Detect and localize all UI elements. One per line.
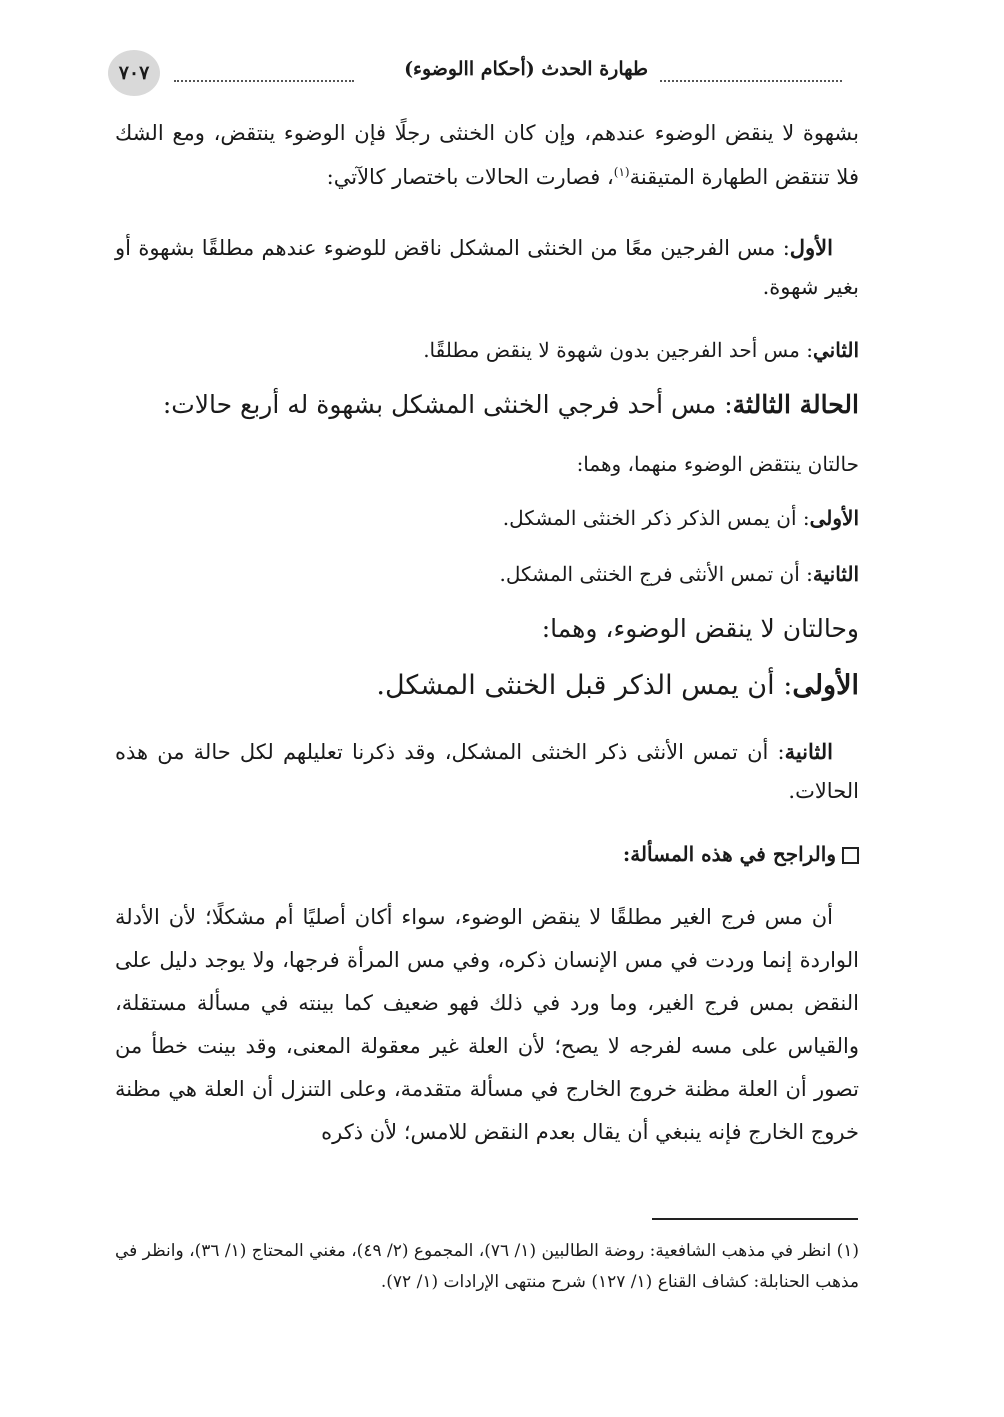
intro-paragraph — [115, 114, 859, 197]
heading-text: والراجح في هذه المسألة: — [622, 842, 836, 866]
footnote: (١) انظر في مذهب الشافعية: روضة الطالبين (١/ ٧٦)، المجموع (٢/ ٤٩)، مغني المحتاج (١/ ٣٦)، وانظر في مذهب الحنابلة: كشاف القناع (١/ ١٢٧) شرح منتهى الإرادات (١/ ٧٢). — [114, 1241, 859, 1292]
case-third-line — [163, 390, 859, 419]
header-dotted-rule — [660, 80, 842, 82]
two-cases-invalidate: حالتان ينتقض الوضوء منهما، وهما: — [576, 452, 859, 476]
case-text: : أن يمس الذكر ذكر الخنثى المشكل. — [502, 506, 810, 530]
case-text: : مس الفرجين معًا من الخنثى المشكل ناقض للوضوء عندهم مطلقًا بشهوة أو بغير شهوة. — [115, 236, 859, 299]
intro-text-cont: ، فصارت الحالات باختصار كالآتي: — [326, 165, 614, 189]
case-label: الأولى — [809, 506, 859, 530]
case-label: الثانية — [784, 739, 833, 764]
not-first-line — [376, 670, 859, 701]
invalidate-first-line — [503, 506, 859, 530]
case-first-paragraph — [115, 228, 859, 307]
case-second-line — [423, 338, 859, 362]
case-label: الأولى — [792, 670, 859, 701]
case-label: الأول — [789, 235, 833, 260]
running-header — [108, 48, 860, 98]
case-text: : أن تمس الأنثى فرج الخنثى المشكل. — [499, 562, 813, 586]
not-second-paragraph — [115, 732, 859, 811]
preponderant-heading — [623, 842, 859, 866]
case-label: الحالة الثالثة — [732, 390, 859, 419]
case-text: : أن تمس الأنثى ذكر الخنثى المشكل، وقد ذكرنا تعليلهم لكل حالة من هذه الحالات. — [115, 740, 859, 803]
page-number: ٧٠٧ — [108, 50, 160, 96]
case-text: : أن يمس الذكر قبل الخنثى المشكل. — [376, 670, 793, 701]
case-label: الثانية — [812, 562, 859, 586]
invalidate-second-line — [499, 562, 859, 586]
case-text: : مس أحد الفرجين بدون شهوة لا ينقض مطلقًا. — [423, 338, 813, 362]
case-label: الثاني — [812, 338, 859, 362]
footnote-reference: (١) — [613, 165, 630, 179]
footnote-separator — [652, 1218, 858, 1220]
two-cases-not: وحالتان لا ينقض الوضوء، وهما: — [541, 614, 859, 643]
preponderant-paragraph: أن مس فرج الغير مطلقًا لا ينقض الوضوء، سواء أكان أصليًا أم مشكلًا؛ لأن الأدلة الواردة إنما وردت في مس الإنسان ذكره، وفي مس المرأة فرجها، ولا يوجد دليل على النقض بمس فرج الغير، وما ورد في ذلك فهو ضعيف كما بينته في مسألة مستقلة، والقياس على مسه لفرجه لا يصح؛ لأن العلة غير معقولة المعنى، وقد بينت خطأ من تصور أن العلة مظنة خروج الخارج في مسألة متقدمة، وعلى التنزل أن العلة هي مظنة خروج الخارج فإنه ينبغي أن يقال بعدم النقض للامس؛ لأن ذكره — [115, 905, 859, 1144]
case-text: : مس أحد فرجي الخنثى المشكل بشهوة له أربع حالات: — [162, 390, 733, 419]
checkbox-bullet-icon — [842, 847, 859, 864]
intro-text: بشهوة لا ينقض الوضوء عندهم، وإن كان الخنثى رجلًا فإن الوضوء ينتقض، ومع الشك فلا تنتقض الطهارة المتيقنة — [115, 121, 859, 189]
header-dotted-rule — [174, 80, 354, 82]
header-title: طهارة الحدث (أحكام االوضوء) — [404, 58, 648, 80]
